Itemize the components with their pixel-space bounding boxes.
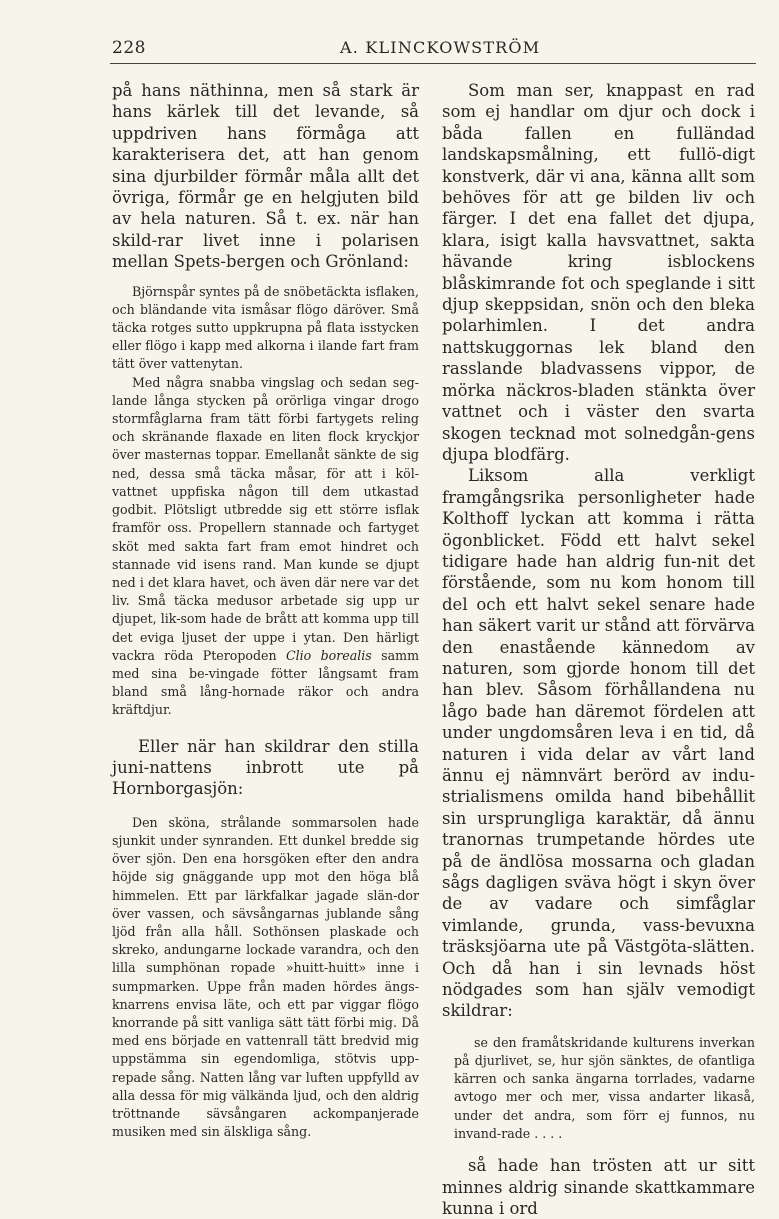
block-quote	[112, 374, 419, 720]
body-paragraph: på hans näthinna, men så stark är hans kärlek till det levande, så uppdriven hans förmåga att karakterisera det, att han genom sina djurbilder förmår måla allt det övriga, förmår ge en helgjuten bild av hela naturen. Så t. ex. när han skild-rar livet inne i polarisen mellan Spets-bergen och Grönland:	[112, 81, 419, 272]
body-paragraph: Eller när han skildrar den stilla juni-nattens inbrott ute på Hornborgasjön:	[112, 736, 419, 799]
taxon-name: Clio borealis	[285, 647, 372, 663]
header-rule	[110, 63, 756, 64]
running-head: A. KLINCKOWSTRÖM	[340, 38, 541, 57]
quote-text: samm med sina be-vingade fötter långsamt fram bland små lång-hornade räkor och andra kräftdjur.	[112, 647, 420, 718]
left-column	[112, 80, 419, 1141]
right-column	[442, 80, 755, 1219]
body-paragraph: Liksom alla verkligt framgångsrika personligheter hade Kolthoff lyckan att komma i rätta ögonblicket. Född ett halvt sekel tidigare hade han aldrig fun-nit det förstående, som nu kom honom till del och ett halvt sekel senare hade han säkert varit ur stånd att förvärva den enastående kännedom av naturen, som gjorde honom till det han blev. Såsom förhållandena nu lågo bade han däremot fördelen att under ungdomsåren leva i en tid, då naturen i vida delar av vårt land ännu ej nämnvärt berörd av indu-strialismens omilda hand bibehållit sin ursprungliga karaktär, då ännu tranornas trumpetande hördes ute på de ändlösa mossarna och gladan sågs dagligen sväva högt i skyn över de av vadare och simfåglar vimlande, grunda, vass-bevuxna träsksjöarna ute på Västgöta-slätten. Och då han i sin levnads höst nödgades som han själv vemodigt skildrar:	[442, 466, 755, 1021]
page-number: 228	[112, 38, 146, 58]
block-quote: Den sköna, strålande sommarsolen hade sjunkit under synranden. Ett dunkel bredde sig över sjön. Den ena horsgöken efter den andra höjde sig gnäggande upp mot den höga blå himmelen. Ett par lärkfalkar jagade slän-dor över vassen, och sävsångarnas jublande sång ljöd från alla håll. Sothönsen plaskade och skreko, andungarne lockade varandra, och den lilla sumphönan ropade »huitt-huitt» inne i sumpmarken. Uppe från maden hördes ängs-knarrens envisa läte, och ett par viggar flögo knorrande på sitt vanliga sätt tätt förbi mig. Då med ens började en vattenrall tätt bredvid mig uppstämma sin egendomliga, stötvis upp-repade sång. Natten lång var luften uppfylld av alla dessa för mig välkända ljud, och den aldrig tröttnande sävsångaren ackompanjerade musiken med sin älskliga sång.	[112, 814, 419, 1140]
block-quote: Björnspår syntes på de snöbetäckta isflaken, och bländande vita ismåsar flögo däröver. Små täcka rotges sutto uppkrupna på flata isstycken eller flögo i kapp med alkorna i ilande fart fram tätt över vattenytan.	[112, 283, 419, 372]
body-paragraph: så hade han trösten att ur sitt minnes aldrig sinande skattkammare kunna i ord	[442, 1156, 755, 1218]
block-quote: se den framåtskridande kulturens inverkan på djurlivet, se, hur sjön sänktes, de ofantliga kärren och sanka ängarna torrlades, vadarne avtogo mer och mer, vissa andarter likaså, under det andra, som förr ej funnos, nu invand-rade . . . .	[454, 1034, 755, 1141]
quote-text: Med några snabba vingslag och sedan seg-lande långa stycken på orörliga vingar drogo stormfåglarna fram tätt förbi fartygets reling och skränande flaxade en liten flock kryckjor över masternas toppar. Emellanåt sänkte de sig ned, dessa små täcka måsar, för att i köl-vattnet uppfiska någon till dem utkastad godbit. Plötsligt utbredde sig ett större isflak framför oss. Propellern stannade och fartyget sköt med sakta fart fram emot hindret och stannade vid isens rand. Man kunde se djupt ned i det klara havet, och även där nere var det liv. Små täcka medusor arbetade sig upp ur djupet, lik-som hade de brått att komma upp till det eviga ljuset der uppe i ytan. Den härligt vackra röda Pteropoden	[112, 374, 419, 663]
body-paragraph: Som man ser, knappast en rad som ej handlar om djur och dock i båda fallen en fulländad landskapsmålning, ett fullö-digt konstverk, där vi ana, känna allt som behöves för att ge bilden liv och färger. I det ena fallet det djupa, klara, isigt kalla havsvattnet, sakta hävande kring isblockens blåskimrande fot och speglande i sitt djup skeppsidan, snön och den bleka polarhimlen. I det andra nattskuggornas lek bland den rasslande bladvassens vippor, de mörka näckros-bladen stänkta över vattnet och i väster den svarta skogen tecknad mot solnedgån-gens djupa blodfärg.	[442, 81, 755, 464]
